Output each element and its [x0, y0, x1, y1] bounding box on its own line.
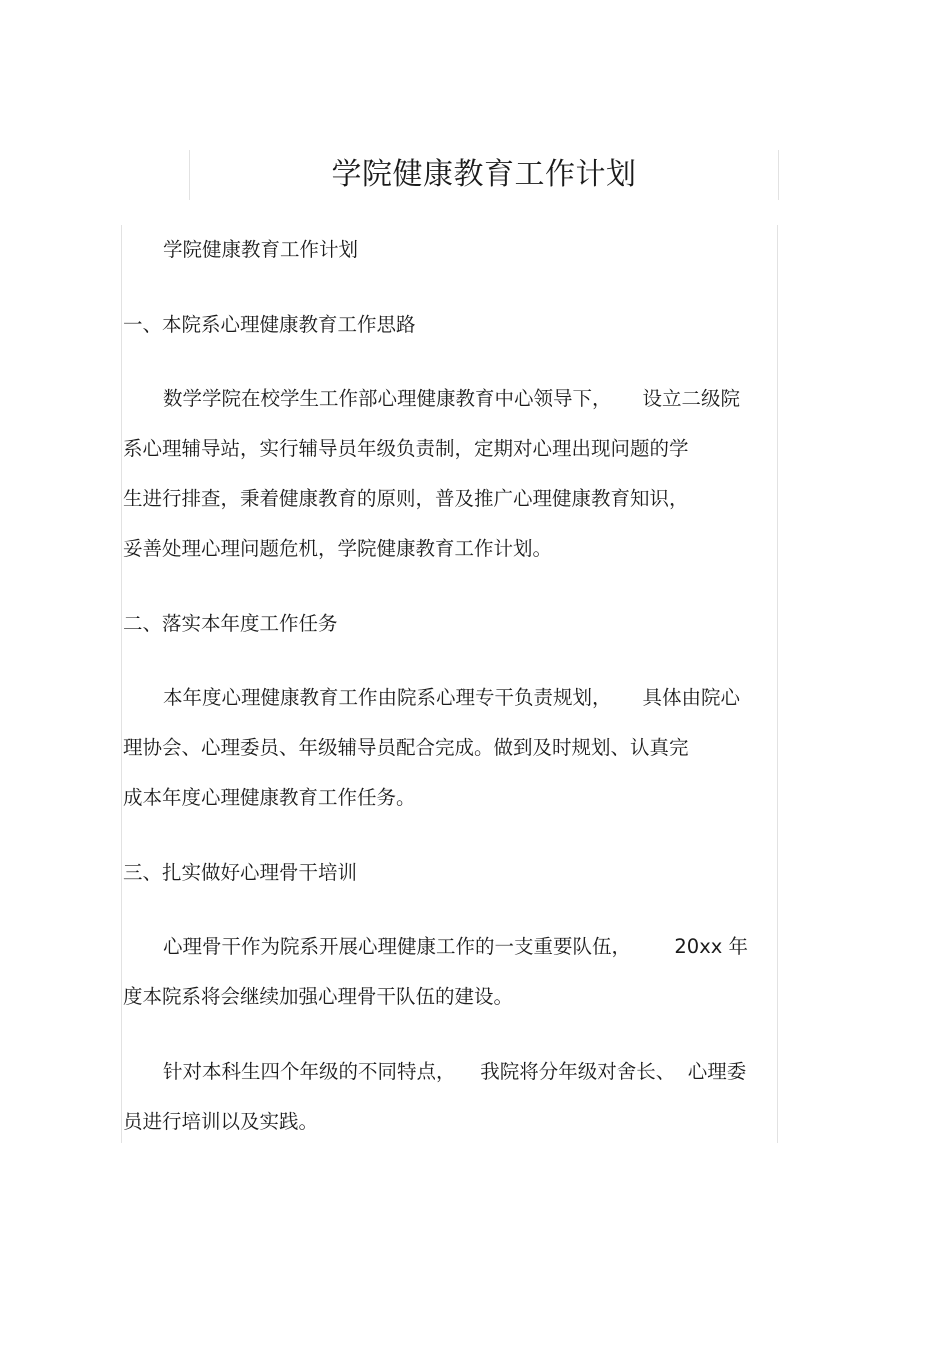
- title-frame: [189, 150, 779, 200]
- paragraph-line: 心理骨干作为院系开展心理健康工作的一支重要队伍， 20xx 年: [163, 935, 748, 958]
- paragraph-line: 生进行排查，秉着健康教育的原则，普及推广心理健康教育知识，: [123, 487, 689, 510]
- paragraph-line: 妥善处理心理问题危机，学院健康教育工作计划。: [123, 537, 553, 560]
- paragraph-line: 成本年度心理健康教育工作任务。: [123, 786, 416, 809]
- document-subtitle: 学院健康教育工作计划: [163, 238, 359, 261]
- paragraph-line: 数学学院在校学生工作部心理健康教育中心领导下， 设立二级院: [163, 387, 740, 410]
- document-body: [121, 225, 778, 1143]
- paragraph-line: 针对本科生四个年级的不同特点， 我院将分年级对舍长、 心理委: [163, 1060, 747, 1083]
- page-title: 学院健康教育工作计划: [331, 157, 637, 192]
- paragraph-line: 员进行培训以及实践。: [123, 1110, 319, 1133]
- section-heading-2: 二、落实本年度工作任务: [123, 612, 338, 635]
- paragraph-line: 系心理辅导站，实行辅导员年级负责制，定期对心理出现问题的学: [123, 437, 689, 460]
- section-heading-3: 三、扎实做好心理骨干培训: [123, 861, 358, 884]
- section-heading-1: 一、本院系心理健康教育工作思路: [123, 313, 416, 336]
- paragraph-line: 理协会、心理委员、年级辅导员配合完成。做到及时规划、认真完: [123, 736, 689, 759]
- paragraph-line: 本年度心理健康教育工作由院系心理专干负责规划， 具体由院心: [163, 686, 740, 709]
- paragraph-line: 度本院系将会继续加强心理骨干队伍的建设。: [123, 985, 514, 1008]
